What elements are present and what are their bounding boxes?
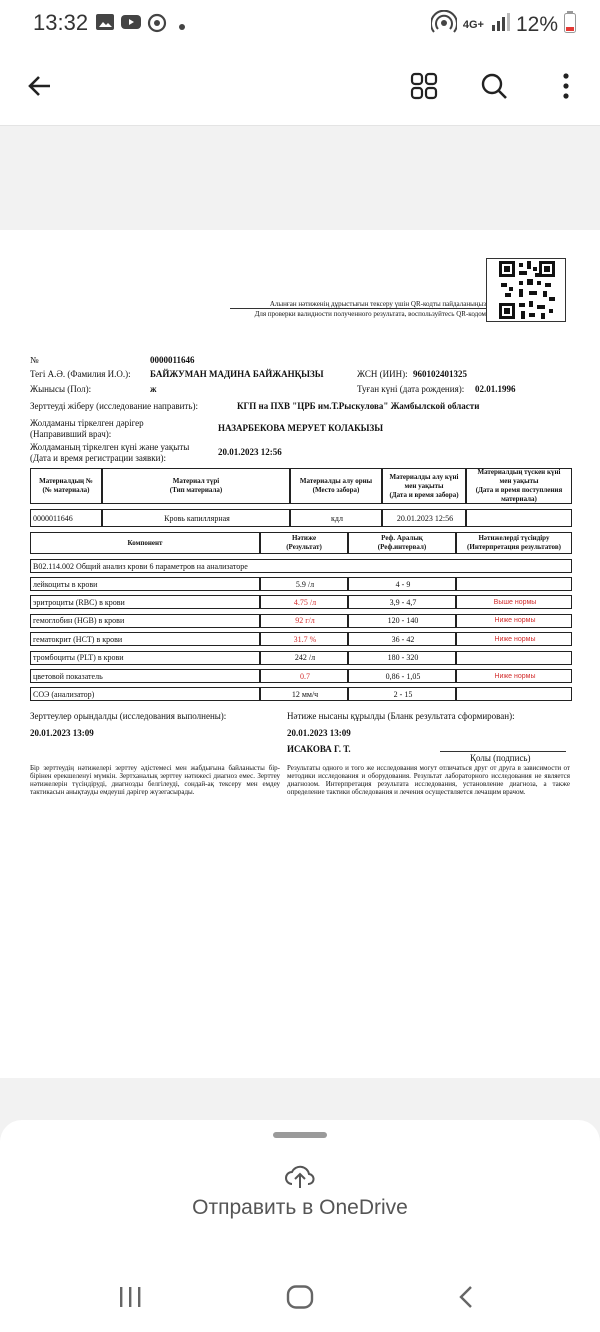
interpretation-cell: Ниже нормы [456, 614, 572, 628]
reference-cell: 0,86 - 1,05 [348, 669, 456, 683]
top-toolbar [0, 46, 600, 126]
reference-cell: 4 - 9 [348, 577, 456, 591]
status-time: 13:32 [33, 10, 89, 35]
formed-label: Нәтиже нысаны құрылды (Бланк результата сформирован): [287, 711, 515, 721]
interpretation-cell: Ниже нормы [456, 632, 572, 646]
component-cell: СОЭ (анализатор) [30, 687, 260, 701]
interpretation-cell [456, 687, 572, 701]
reference-cell: 3,9 - 4,7 [348, 595, 456, 609]
results-header-cell: Нәтиже (Результат) [260, 532, 348, 554]
number-value: 0000011646 [150, 355, 195, 365]
hotspot-icon [431, 10, 457, 40]
nav-back-icon [458, 1285, 474, 1309]
sync-icon [147, 13, 167, 38]
search-icon [480, 72, 508, 100]
signature-label: Қолы (подпись) [470, 753, 531, 763]
network-type: 4G+ [462, 18, 484, 31]
name-label: Тегі А.Ә. (Фамилия И.О.): [30, 369, 131, 379]
home-icon [286, 1285, 314, 1309]
sheet-handle[interactable] [273, 1132, 327, 1138]
qr-code[interactable] [486, 258, 566, 322]
result-cell: 4.75 /л [260, 595, 348, 609]
signer-name: ИСАКОВА Г. Т. [287, 744, 351, 754]
reg-label-ru: (Дата и время регистрации заявки): [30, 453, 166, 463]
formed-value: 20.01.2023 13:09 [287, 728, 351, 738]
material-header-cell: Материал түрі (Тип материала) [102, 468, 290, 504]
reg-label-kz: Жолдаманың тіркелген күні және уақыты [30, 442, 190, 452]
patient-name: БАЙЖУМАН МАДИНА БАЙЖАНҚЫЗЫ [150, 369, 324, 379]
done-value: 20.01.2023 13:09 [30, 728, 94, 738]
search-button[interactable] [474, 66, 514, 106]
results-header-cell: Реф. Аралық (Реф.интервал) [348, 532, 456, 554]
material-header-cell: Материалды алу орны (Место забора) [290, 468, 382, 504]
reference-cell: 120 - 140 [348, 614, 456, 628]
more-icon [561, 72, 571, 100]
component-cell: цветовой показатель [30, 669, 260, 683]
grid-view-button[interactable] [404, 66, 444, 106]
reference-cell: 2 - 15 [348, 687, 456, 701]
done-label: Зерттеулер орындалды (исследования выполнены): [30, 711, 227, 721]
qr-code-icon [499, 261, 555, 319]
component-cell: гемоглобин (HGB) в крови [30, 614, 260, 628]
grid-icon [410, 72, 438, 100]
reference-cell: 180 - 320 [348, 651, 456, 665]
result-cell: 5.9 /л [260, 577, 348, 591]
doctor-label-ru: (Направивший врач): [30, 429, 112, 439]
back-button[interactable] [20, 66, 60, 106]
signal-icon [490, 12, 510, 38]
nav-back-button[interactable] [458, 1285, 474, 1314]
battery-percent: 12% [515, 13, 558, 36]
result-cell: 92 г/л [260, 614, 348, 628]
gallery-icon [95, 13, 115, 36]
iin-label: ЖСН (ИИН): [357, 369, 408, 379]
iin-value: 960102401325 [413, 369, 467, 379]
sex-label: Жынысы (Пол): [30, 384, 92, 394]
cloud-upload-icon[interactable] [284, 1162, 316, 1195]
reg-value: 20.01.2023 12:56 [218, 447, 282, 457]
direction-label: Зерттеуді жіберу (исследование направить): [30, 401, 198, 411]
interpretation-cell [456, 651, 572, 665]
direction-value: КГП на ПХВ "ЦРБ им.Т.Рыскулова" Жамбылской области [237, 401, 480, 411]
material-cell: 20.01.2023 12:56 [382, 509, 466, 527]
result-cell: 0.7 [260, 669, 348, 683]
material-cell: Кровь капиллярная [102, 509, 290, 527]
onedrive-button[interactable]: Отправить в OneDrive [192, 1196, 408, 1219]
document-page [0, 230, 600, 1078]
dot-icon [178, 18, 186, 36]
recent-apps-icon [118, 1286, 144, 1308]
signature-line [440, 751, 566, 752]
doctor-value: НАЗАРБЕКОВА МЕРУЕТ КОЛАКЫЗЫ [218, 423, 384, 433]
results-header-cell: Компонент [30, 532, 260, 554]
component-cell: гематокрит (HCT) в крови [30, 632, 260, 646]
results-header-cell: Нәтижелерді түсіндіру (Интерпретация результатов) [456, 532, 572, 554]
interpretation-cell: Ниже нормы [456, 669, 572, 683]
qr-hint-kz: Алынған нәтиженің дұрыстығын тексеру үшін QR-кодты пайдаланыңыз [230, 300, 486, 309]
doctor-label-kz: Жолдаманы тіркелген дәрігер [30, 418, 144, 428]
analysis-title: В02.114.002 Общий анализ крови 6 параметров на анализаторе [30, 559, 572, 573]
component-cell: эритроциты (RBC) в крови [30, 595, 260, 609]
number-label: № [30, 355, 39, 365]
result-cell: 12 мм/ч [260, 687, 348, 701]
dob-value: 02.01.1996 [475, 384, 516, 394]
recent-apps-button[interactable] [118, 1286, 144, 1313]
material-cell [466, 509, 572, 527]
status-bar [0, 0, 600, 46]
result-cell: 31.7 % [260, 632, 348, 646]
sex-value: ж [150, 384, 157, 394]
reference-cell: 36 - 42 [348, 632, 456, 646]
interpretation-cell [456, 577, 572, 591]
material-header-cell: Материалды алу күні мен уақыты (Дата и время забора) [382, 468, 466, 504]
interpretation-cell: Выше нормы [456, 595, 572, 609]
home-button[interactable] [286, 1285, 314, 1314]
dob-label: Туған күні (дата рождения): [357, 384, 465, 394]
material-cell: 0000011646 [30, 509, 102, 527]
qr-hint-ru: Для проверки валидности полученного результата, воспользуйтесь QR-кодом [254, 310, 486, 318]
material-header-cell: Материалдың түскен күні мен уақыты (Дата и время поступления материала) [466, 468, 572, 504]
note-ru: Результаты одного и того же исследования могут отличаться друг от друга в зависимости от методики исследования и оборудования. Результат лабораторного исследования не является диагнозом. Интерпретация результата исследования, установление диагноза, а также определение тактики обследования и лечения осуществляется лечащим врачом. [287, 764, 570, 796]
battery-icon [564, 11, 576, 39]
material-header-cell: Материалдың № (№ материала) [30, 468, 102, 504]
component-cell: лейкоциты в крови [30, 577, 260, 591]
material-cell: кдл [290, 509, 382, 527]
more-options-button[interactable] [546, 66, 586, 106]
back-arrow-icon [26, 72, 54, 100]
note-kz: Бір зерттеудің нәтижелері зерттеу әдістемесі мен жабдығына байланысты бір-бірінен ерекшеленуі мүмкін. Зертханалық зерттеу нәтижесі диагноз емес. Зерттеу нәтижелерін түсіндіруді, диагнозды белгілеуді, сондай-ақ тексеру мен емдеу тактикасын анықтауды емдеуші дәрігер жүзегасырады. [30, 764, 280, 796]
result-cell: 242 /л [260, 651, 348, 665]
component-cell: тромбоциты (PLT) в крови [30, 651, 260, 665]
youtube-icon [120, 13, 142, 36]
system-nav-bar [0, 1262, 600, 1332]
